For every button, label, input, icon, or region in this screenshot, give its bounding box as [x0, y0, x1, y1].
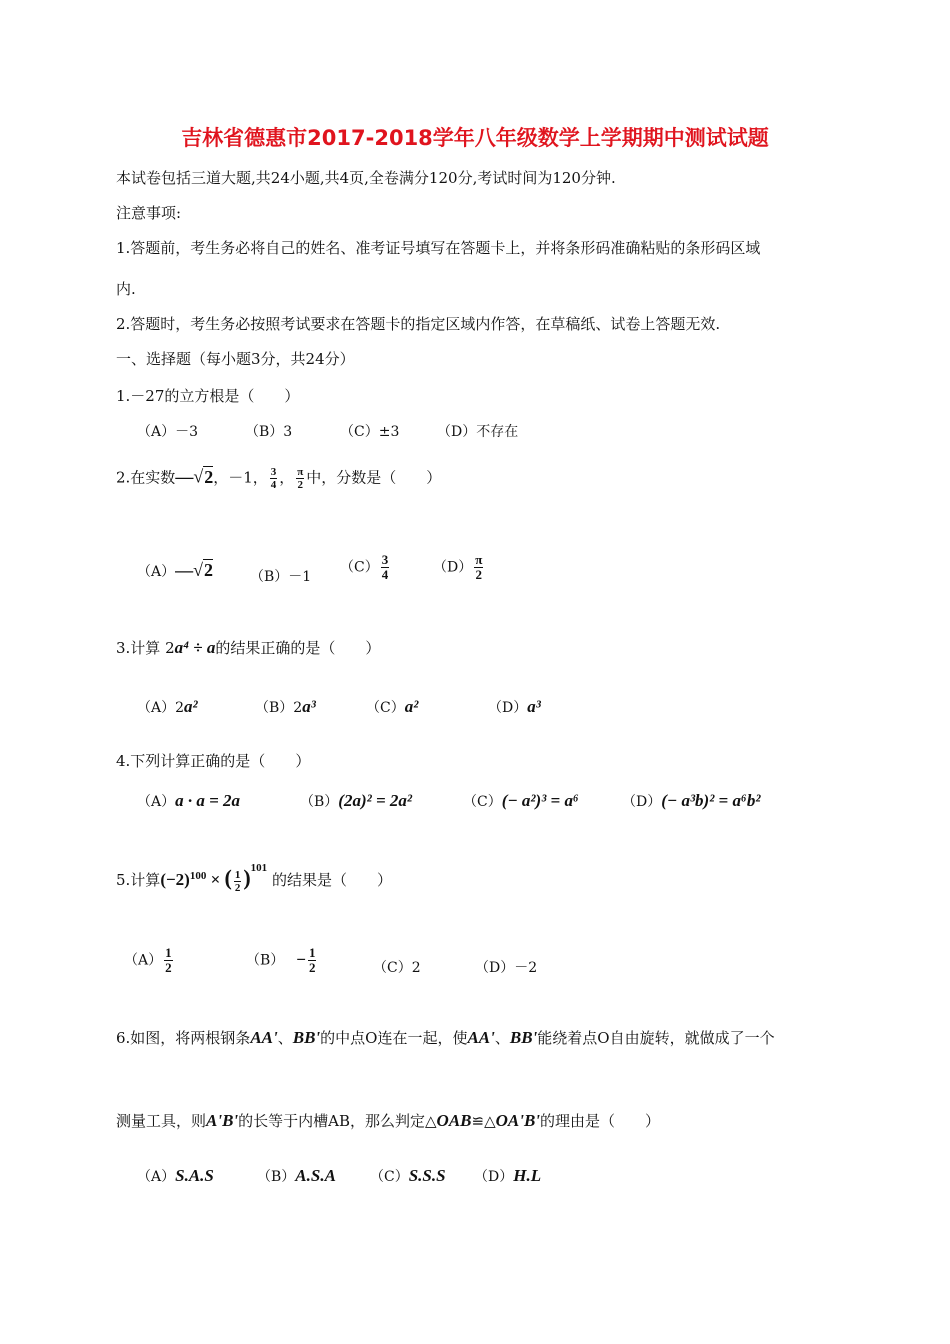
- q6-line-2: [116, 1110, 660, 1131]
- q2-stem-pre: 2.在实数: [116, 468, 176, 487]
- option-label: （D）: [433, 559, 473, 576]
- q3-option-b: [255, 697, 316, 717]
- q6-line2-mid: 的长等于内槽AB，那么判定△: [238, 1112, 437, 1130]
- option-expression: a²: [184, 697, 198, 716]
- section-1-heading: 一、选择题（每小题3分，共24分）: [116, 350, 355, 368]
- q4-option-b: [300, 791, 412, 811]
- q1-option-d: （D）不存在: [437, 424, 519, 440]
- fraction-pi-2: [474, 553, 483, 582]
- notes-header: 注意事项:: [116, 204, 182, 222]
- option-label: （A）: [124, 952, 163, 969]
- q4-option-a: [137, 791, 240, 811]
- open-paren: (: [224, 865, 232, 890]
- segment-a-b-prime: A'B': [206, 1111, 239, 1130]
- option-expression: (2a)² = 2a²: [338, 791, 412, 810]
- q5-option-a: [124, 946, 175, 975]
- option-expression: S.A.S: [175, 1166, 214, 1185]
- option-label: （D）: [488, 700, 528, 716]
- q6-line1-post: 能绕着点O自由旋转，就做成了一个: [537, 1029, 775, 1047]
- q6-option-d: [474, 1166, 541, 1186]
- q2-option-b: （B）－1: [250, 569, 312, 585]
- times-sign: ×: [206, 870, 225, 889]
- q1-option-c: （C）±3: [340, 424, 400, 440]
- q6-line1-pre: 6.如图，将两根钢条: [116, 1029, 251, 1047]
- q6-line-1: [116, 1027, 775, 1048]
- denominator: 2: [308, 960, 316, 975]
- q5-option-c: （C）2: [373, 960, 421, 976]
- minus-sign: —: [175, 560, 194, 580]
- q1-option-a: （A）－3: [137, 424, 199, 440]
- q3-stem: [116, 637, 380, 658]
- q2-neg-sqrt: —√2: [175, 466, 214, 487]
- fraction-3-4: [381, 553, 390, 582]
- option-label: （C）: [340, 559, 379, 576]
- q3-stem-pre: 3.计算 2: [116, 639, 175, 657]
- segment-aa: AA': [250, 1028, 278, 1047]
- q6-option-a: [137, 1166, 214, 1186]
- minus-sign: −: [296, 949, 306, 969]
- segment-bb: BB': [509, 1028, 538, 1047]
- q2-fraction-3-4: [270, 466, 278, 491]
- option-expression: H.L: [513, 1166, 542, 1185]
- denominator: 2: [234, 881, 241, 894]
- q2-stem: [116, 466, 441, 491]
- triangle-oab: OAB: [436, 1111, 472, 1130]
- option-label: （A）: [137, 564, 176, 580]
- q5-option-d: （D）－2: [475, 960, 538, 976]
- option-label: （B）: [257, 1169, 296, 1185]
- option-label: （A）: [137, 794, 176, 810]
- denominator: 4: [381, 567, 389, 582]
- neg-sqrt-2: —√2: [175, 560, 214, 580]
- triangle-oa-b-prime: OA'B': [495, 1111, 541, 1130]
- numerator: 1: [165, 945, 172, 960]
- fraction-1-2: [164, 946, 173, 975]
- radicand: 2: [204, 560, 214, 580]
- q6-line2-post: 的理由是（ ）: [540, 1112, 661, 1130]
- q2-fraction-pi-2: [296, 466, 304, 491]
- q3-option-d: [488, 697, 541, 717]
- radicand: 2: [204, 466, 214, 487]
- q5-fraction-1-2: [234, 869, 242, 894]
- fraction-1-2: [308, 946, 317, 975]
- option-expression: a · a = 2a: [175, 791, 241, 810]
- option-label: （A）: [137, 1169, 176, 1185]
- denominator: 4: [270, 479, 277, 491]
- intro-text: 本试卷包括三道大题,共24小题,共4页,全卷满分120分,考试时间为120分钟.: [116, 169, 616, 187]
- q5-stem-pre: 5.计算: [116, 871, 161, 889]
- numerator: π: [297, 466, 304, 478]
- minus-sign: —: [175, 466, 194, 487]
- numerator: π: [475, 552, 483, 567]
- close-paren: ): [243, 865, 251, 890]
- option-expression: (− a²)³ = a⁶: [501, 791, 579, 810]
- segment-aa: AA': [467, 1028, 495, 1047]
- option-expression: S.S.S: [408, 1166, 446, 1185]
- q5-stem-post: 的结果是（ ）: [271, 871, 392, 889]
- q6-option-c: [370, 1166, 446, 1186]
- comma: ，: [279, 468, 295, 487]
- segment-bb: BB': [292, 1028, 321, 1047]
- q5-exponent-1: 100: [189, 870, 207, 882]
- congruent-sign: ≌△: [471, 1112, 496, 1130]
- option-expression: a³: [302, 697, 316, 716]
- q2-stem-post: 中，分数是（ ）: [306, 468, 442, 487]
- q6-option-b: [257, 1166, 336, 1186]
- option-label: （C）: [463, 794, 502, 810]
- separator: 、: [494, 1029, 510, 1047]
- q1-stem: 1.－27的立方根是（ ）: [116, 387, 300, 405]
- option-label: （C）: [370, 1169, 409, 1185]
- q2-option-d: [433, 553, 485, 582]
- q3-stem-post: 的结果正确的是（ ）: [215, 639, 381, 657]
- numerator: 3: [381, 552, 389, 567]
- denominator: 2: [475, 567, 483, 582]
- numerator: 1: [308, 945, 316, 960]
- option-label: （B）2: [255, 700, 303, 716]
- note-2: 2.答题时，考生务必按照考试要求在答题卡的指定区域内作答，在草稿纸、试卷上答题无效.: [116, 315, 721, 333]
- q1-option-b: （B）3: [245, 424, 293, 440]
- q2-option-a: [137, 560, 213, 581]
- option-label: （B）: [300, 794, 339, 810]
- option-label: （D）: [474, 1169, 514, 1185]
- q3-expression: a⁴ ÷ a: [174, 638, 216, 657]
- option-label: （D）: [622, 794, 662, 810]
- note-1-line-1: 1.答题前，考生务必将自己的姓名、准考证号填写在答题卡上，并将条形码准确粘贴的条形码区域: [116, 239, 761, 257]
- option-label: （C）: [366, 700, 405, 716]
- q2-option-c: [340, 553, 391, 582]
- denominator: 2: [165, 960, 172, 975]
- option-label: （A）2: [137, 700, 185, 716]
- q6-line1-mid: 的中点O连在一起，使: [320, 1029, 468, 1047]
- page-title: 吉林省德惠市2017-2018学年八年级数学上学期期中测试试题: [181, 126, 769, 150]
- option-expression: (− a³b)² = a⁶b²: [661, 791, 761, 810]
- q5-exponent-2: 101: [250, 862, 268, 874]
- option-label: （B）: [246, 952, 285, 969]
- note-1-line-2: 内.: [116, 280, 136, 298]
- option-expression: a³: [527, 697, 541, 716]
- q5-stem: [116, 862, 392, 894]
- q6-line2-pre: 测量工具，则: [116, 1112, 207, 1130]
- q4-stem: 4.下列计算正确的是（ ）: [116, 752, 311, 770]
- q2-stem-mid: ，－1，: [213, 468, 268, 487]
- q4-option-c: [463, 791, 579, 811]
- q5-base: (−2): [160, 870, 190, 889]
- q5-option-b: [246, 946, 318, 975]
- separator: 、: [277, 1029, 293, 1047]
- q3-option-a: [137, 697, 198, 717]
- q4-option-d: [622, 791, 761, 811]
- numerator: 1: [234, 868, 241, 881]
- option-expression: a²: [404, 697, 419, 716]
- denominator: 2: [297, 479, 304, 491]
- option-expression: A.S.A: [295, 1166, 336, 1185]
- q3-option-c: [366, 697, 418, 717]
- numerator: 3: [270, 466, 277, 478]
